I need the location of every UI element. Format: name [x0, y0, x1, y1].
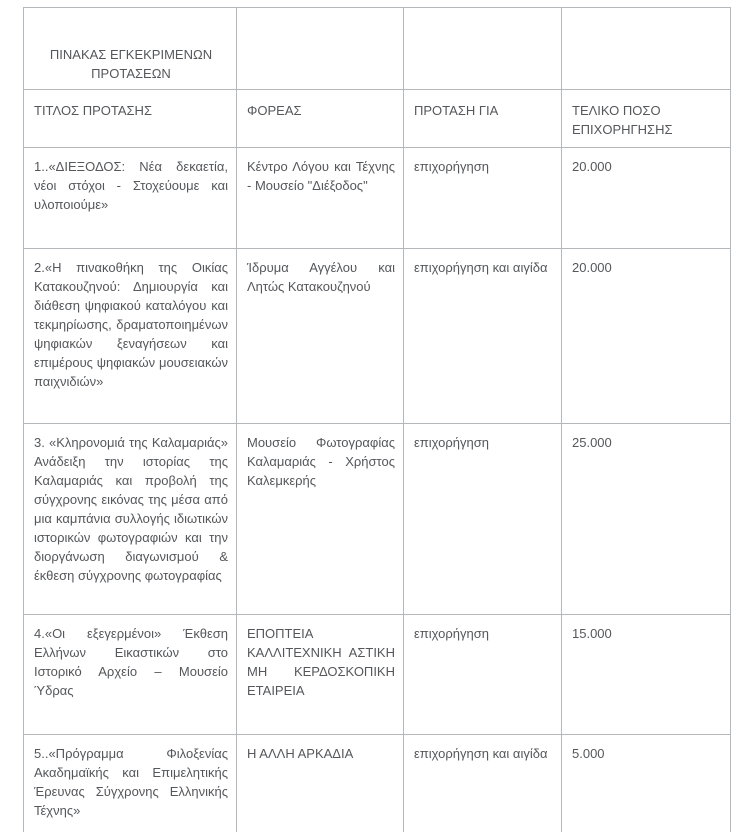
column-header-final-amount: ΤΕΛΙΚΟ ΠΟΣΟ ΕΠΙΧΟΡΗΓΗΣΗΣ — [562, 90, 731, 148]
column-header-entity: ΦΟΡΕΑΣ — [237, 90, 404, 148]
table-row — [24, 148, 731, 249]
column-header-proposal-title: ΤΙΤΛΟΣ ΠΡΟΤΑΣΗΣ — [24, 90, 237, 148]
table-row — [24, 735, 731, 832]
table-row — [24, 249, 731, 424]
proposal-title-cell: 1..«ΔΙΕΞΟΔΟΣ: Νέα δεκαετία, νέοι στόχοι - Στοχεύουμε και υλοποιούμε» — [24, 148, 237, 249]
amount-cell: 5.000 — [562, 735, 731, 832]
proposal-title-cell: 3. «Κληρονομιά της Καλαμαριάς» Ανάδειξη την ιστορίας της Καλαμαριάς και προβολή της σύγχρονης εικόνας της μέσα από μια καμπάνια συλλογής ιδιωτικών ιστορικών φωτογραφιών και την διοργάνωση διαγωνισμού & έκθεση σύγχρονης φωτογραφίας — [24, 424, 237, 615]
amount-cell: 20.000 — [562, 249, 731, 424]
proposal-title-cell: 2.«Η πινακοθήκη της Οικίας Κατακουζηνού: Δημιουργία και διάθεση ψηφιακού καταλόγου και τεκμηρίωσης, δραματοποιημένων ψηφιακών ξεναγήσεων και επιμέρους ψηφιακών μουσειακών παιχνιδιών» — [24, 249, 237, 424]
empty-cell — [404, 8, 562, 90]
entity-cell: ΕΠΟΠΤΕΙΑ ΚΑΛΛΙΤΕΧΝΙΚΗ ΑΣΤΙΚΗ ΜΗ ΚΕΡΔΟΣΚΟΠΙΚΗ ΕΤΑΙΡΕΙΑ — [237, 615, 404, 735]
amount-cell: 20.000 — [562, 148, 731, 249]
entity-cell: Κέντρο Λόγου και Τέχνης - Μουσείο "Διέξοδος" — [237, 148, 404, 249]
proposal-for-cell: επιχορήγηση και αιγίδα — [404, 249, 562, 424]
proposal-title-cell: 5..«Πρόγραμμα Φιλοξενίας Ακαδημαϊκής και Επιμελητικής Έρευνας Σύγχρονης Ελληνικής Τέχνης» — [24, 735, 237, 832]
proposal-for-cell: επιχορήγηση — [404, 424, 562, 615]
amount-cell: 15.000 — [562, 615, 731, 735]
amount-cell: 25.000 — [562, 424, 731, 615]
entity-cell: Η ΑΛΛΗ ΑΡΚΑΔΙΑ — [237, 735, 404, 832]
entity-cell: Μουσείο Φωτογραφίας Καλαμαριάς - Χρήστος Καλεμκερής — [237, 424, 404, 615]
table-row — [24, 615, 731, 735]
entity-cell: Ίδρυμα Αγγέλου και Λητώς Κατακουζηνού — [237, 249, 404, 424]
proposal-for-cell: επιχορήγηση και αιγίδα — [404, 735, 562, 832]
proposal-title-cell: 4.«Οι εξεγερμένοι» Έκθεση Ελλήνων Εικαστικών στο Ιστορικό Αρχείο – Μουσείο Ύδρας — [24, 615, 237, 735]
table-row — [24, 424, 731, 615]
table-caption-row — [24, 8, 731, 90]
proposal-for-cell: επιχορήγηση — [404, 148, 562, 249]
table-caption: ΠΙΝΑΚΑΣ ΕΓΚΕΚΡΙΜΕΝΩΝ ΠΡΟΤΑΣΕΩΝ — [49, 47, 213, 81]
table-header-row — [24, 90, 731, 148]
proposal-for-cell: επιχορήγηση — [404, 615, 562, 735]
approved-proposals-table — [23, 7, 731, 832]
empty-cell — [237, 8, 404, 90]
column-header-proposal-for: ΠΡΟΤΑΣΗ ΓΙΑ — [404, 90, 562, 148]
table-caption-cell — [24, 8, 237, 90]
empty-cell — [562, 8, 731, 90]
